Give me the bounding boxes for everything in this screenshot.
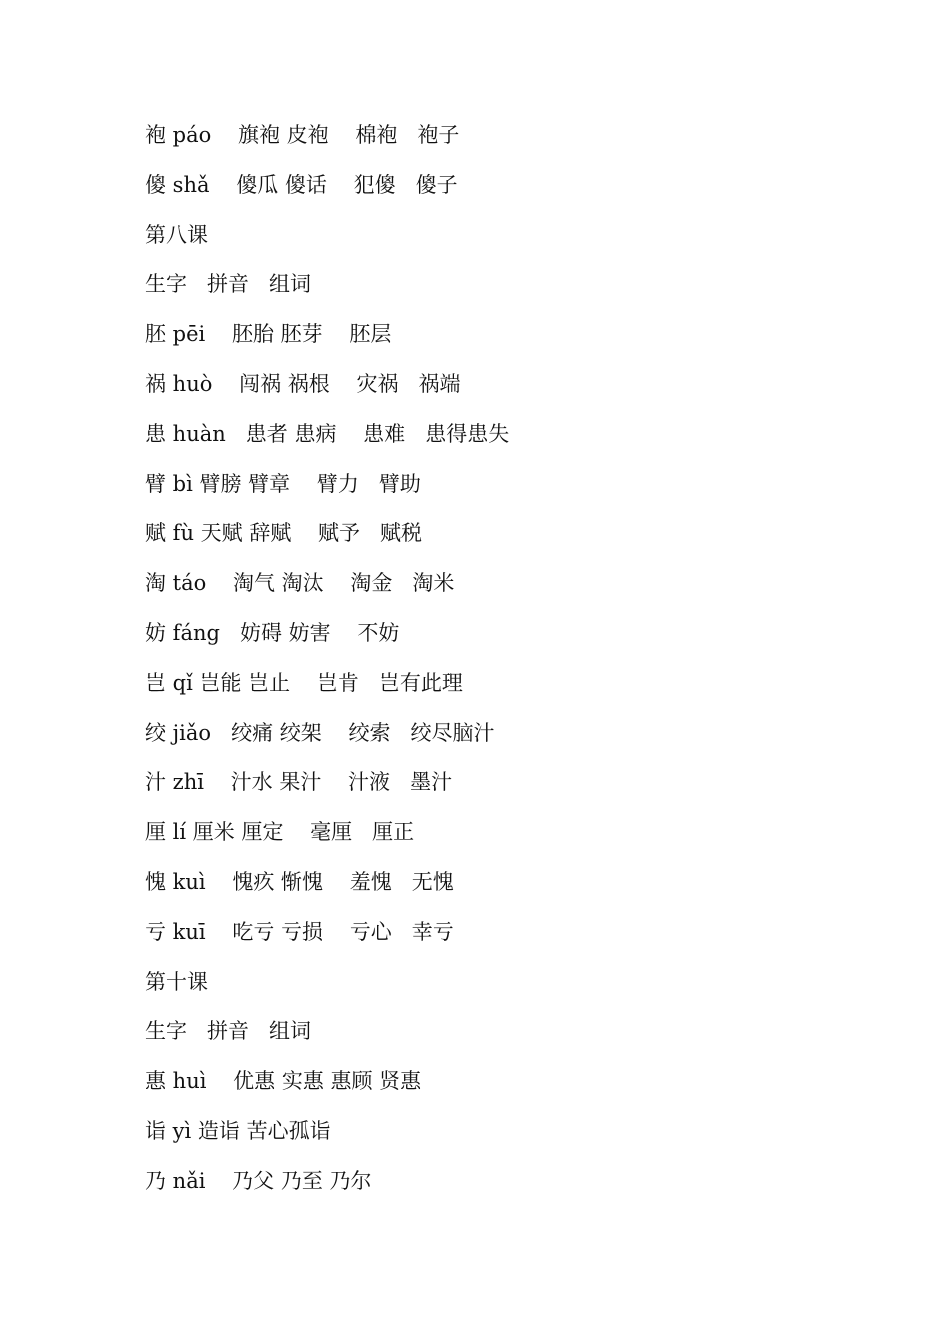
text-line: 愧 kuì 愧疚 惭愧 羞愧 无愧: [145, 869, 454, 894]
vocabulary-list: [145, 111, 845, 1207]
text-line: 祸 huò 闯祸 祸根 灾祸 祸端: [145, 371, 461, 396]
column-headers: 生字 拼音 组词: [145, 1019, 312, 1044]
text-line: 厘 lí 厘米 厘定 毫厘 厘正: [145, 820, 415, 845]
text-line: 妨 fáng 妨碍 妨害 不妨: [145, 620, 400, 645]
text-line: 淘 táo 淘气 淘汰 淘金 淘米: [145, 571, 455, 596]
text-line: 亏 kuī 吃亏 亏损 亏心 幸亏: [145, 919, 454, 944]
text-line: 岂 qǐ 岂能 岂止 岂肯 岂有此理: [145, 670, 463, 695]
text-line: 傻 shǎ 傻瓜 傻话 犯傻 傻子: [145, 172, 458, 197]
text-line: 汁 zhī 汁水 果汁 汁液 墨汁: [145, 770, 453, 795]
column-headers: 生字 拼音 组词: [145, 272, 312, 297]
text-line: 惠 huì 优惠 实惠 惠顾 贤惠: [145, 1069, 422, 1094]
text-line: 胚 pēi 胚胎 胚芽 胚层: [145, 322, 392, 347]
lesson-heading: 第八课: [145, 222, 208, 247]
text-line: 赋 fù 天赋 辞赋 赋予 赋税: [145, 521, 423, 546]
text-line: 绞 jiǎo 绞痛 绞架 绞索 绞尽脑汁: [145, 720, 495, 745]
lesson-heading: 第十课: [145, 969, 208, 994]
text-line: 袍 páo 旗袍 皮袍 棉袍 袍子: [145, 123, 460, 147]
text-line: 诣 yì 造诣 苦心孤诣: [145, 1118, 331, 1143]
text-line: 患 huàn 患者 患病 患难 患得患失: [145, 421, 510, 446]
text-line: 臂 bì 臂膀 臂章 臂力 臂助: [145, 471, 421, 496]
text-line: 乃 nǎi 乃父 乃至 乃尔: [145, 1168, 372, 1193]
